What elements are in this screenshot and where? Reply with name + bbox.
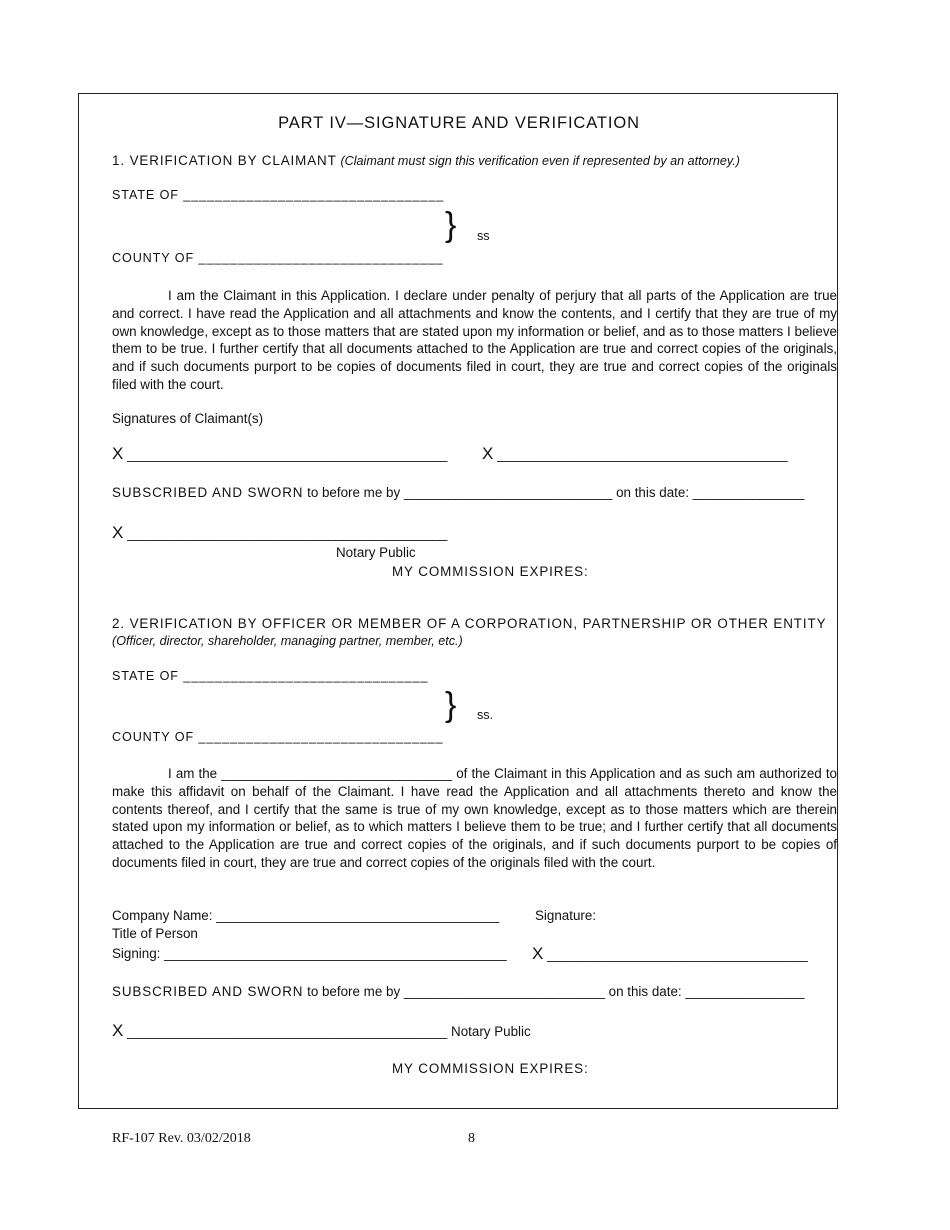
section1-sworn-line[interactable] <box>112 485 804 501</box>
section2-heading: 2. VERIFICATION BY OFFICER OR MEMBER OF A CORPORATION, PARTNERSHIP OR OTHER ENTITY <box>112 616 827 631</box>
sworn-caps: SUBSCRIBED AND SWORN <box>112 485 304 500</box>
section2-brace: } <box>445 686 457 724</box>
section2-notary-signature[interactable] <box>112 1021 531 1041</box>
x-mark: X <box>482 444 494 463</box>
section1-brace: } <box>445 206 457 244</box>
section1-heading: 1. VERIFICATION BY CLAIMANT <box>112 153 337 168</box>
page-number: 8 <box>468 1131 475 1146</box>
section2-heading-note: (Officer, director, shareholder, managing partner, member, etc.) <box>112 634 463 648</box>
notary-label: Notary Public <box>451 1024 531 1039</box>
section2-title-of-person-label: Title of Person <box>112 926 198 941</box>
signature-line[interactable]: _______________________________________ <box>497 447 788 462</box>
x-mark: X <box>112 523 124 542</box>
section1-paragraph: I am the Claimant in this Application. I declare under penalty of perjury that all parts of the Application are true and correct. I have read the Application and all attachments and know the contents, and I certify that they are true of my own knowledge, except as to those matters that are stated upon my information or belief, and as to those matters I believe them to be true. I further certify that all documents attached to the Application are true and correct copies of the originals, and if such documents purport to be copies of documents filed in court, they are true and correct copies of the originals filed with the court. <box>112 288 837 392</box>
section1-claimant-signature-1[interactable] <box>112 444 447 464</box>
sworn-caps: SUBSCRIBED AND SWORN <box>112 984 304 999</box>
section1-county-field[interactable]: COUNTY OF _______________________________ <box>112 251 444 265</box>
notary-signature-line[interactable]: ___________________________________________ <box>127 526 448 541</box>
section1-heading-row <box>112 153 740 169</box>
section2-paragraph: I am the _______________________________ of the Claimant in this Application and as such am authorized to make this affidavit on behalf of the Claimant. I have read the Application and all attachments thereto and know the contents thereof, and I certify that the same is true of my own knowledge, except as to those matters which are therein stated upon my information or belief, as to which matters I believe them to be true; and I further certify that all documents attached to the Application are true and correct copies of the originals, and if such documents purport to be copies of documents filed in court, they are true and correct copies of the originals filed with the court. <box>112 766 837 870</box>
x-mark: X <box>112 444 124 463</box>
sworn-rest[interactable]: to before me by ___________________________ on this date: ________________ <box>307 984 805 999</box>
section2-ss: ss. <box>477 708 494 722</box>
section1-notary-signature[interactable] <box>112 523 447 543</box>
section2-officer-signature[interactable] <box>532 944 808 964</box>
section1-state-field[interactable]: STATE OF _________________________________ <box>112 188 445 202</box>
form-frame <box>78 93 838 1109</box>
notary-signature-line[interactable]: ___________________________________________ <box>127 1024 448 1039</box>
signature-line[interactable]: ___________________________________________ <box>127 447 448 462</box>
section2-commission-expires: MY COMMISSION EXPIRES: <box>392 1061 589 1076</box>
x-mark: X <box>532 944 544 963</box>
sworn-rest[interactable]: to before me by ____________________________ on this date: _______________ <box>307 485 805 500</box>
section1-commission-expires: MY COMMISSION EXPIRES: <box>392 564 589 579</box>
section1-claimant-signature-2[interactable] <box>482 444 788 464</box>
section1-heading-note: (Claimant must sign this verification even if represented by an attorney.) <box>340 154 740 168</box>
x-mark: X <box>112 1021 124 1040</box>
section2-county-field[interactable]: COUNTY OF _______________________________ <box>112 730 444 744</box>
section1-ss: ss <box>477 229 490 243</box>
section2-company-name-field[interactable]: Company Name: ______________________________________ <box>112 908 500 923</box>
page-title: PART IV—SIGNATURE AND VERIFICATION <box>278 114 640 132</box>
section2-state-field[interactable]: STATE OF _______________________________ <box>112 669 429 683</box>
section2-signing-field[interactable]: Signing: ______________________________________________ <box>112 946 507 961</box>
section1-notary-label: Notary Public <box>336 545 416 560</box>
section2-sworn-line[interactable] <box>112 984 804 1000</box>
form-revision-id: RF-107 Rev. 03/02/2018 <box>112 1131 251 1146</box>
section2-signature-label: Signature: <box>535 908 597 923</box>
signature-line[interactable]: ___________________________________ <box>547 947 808 962</box>
section1-signatures-label: Signatures of Claimant(s) <box>112 411 264 426</box>
